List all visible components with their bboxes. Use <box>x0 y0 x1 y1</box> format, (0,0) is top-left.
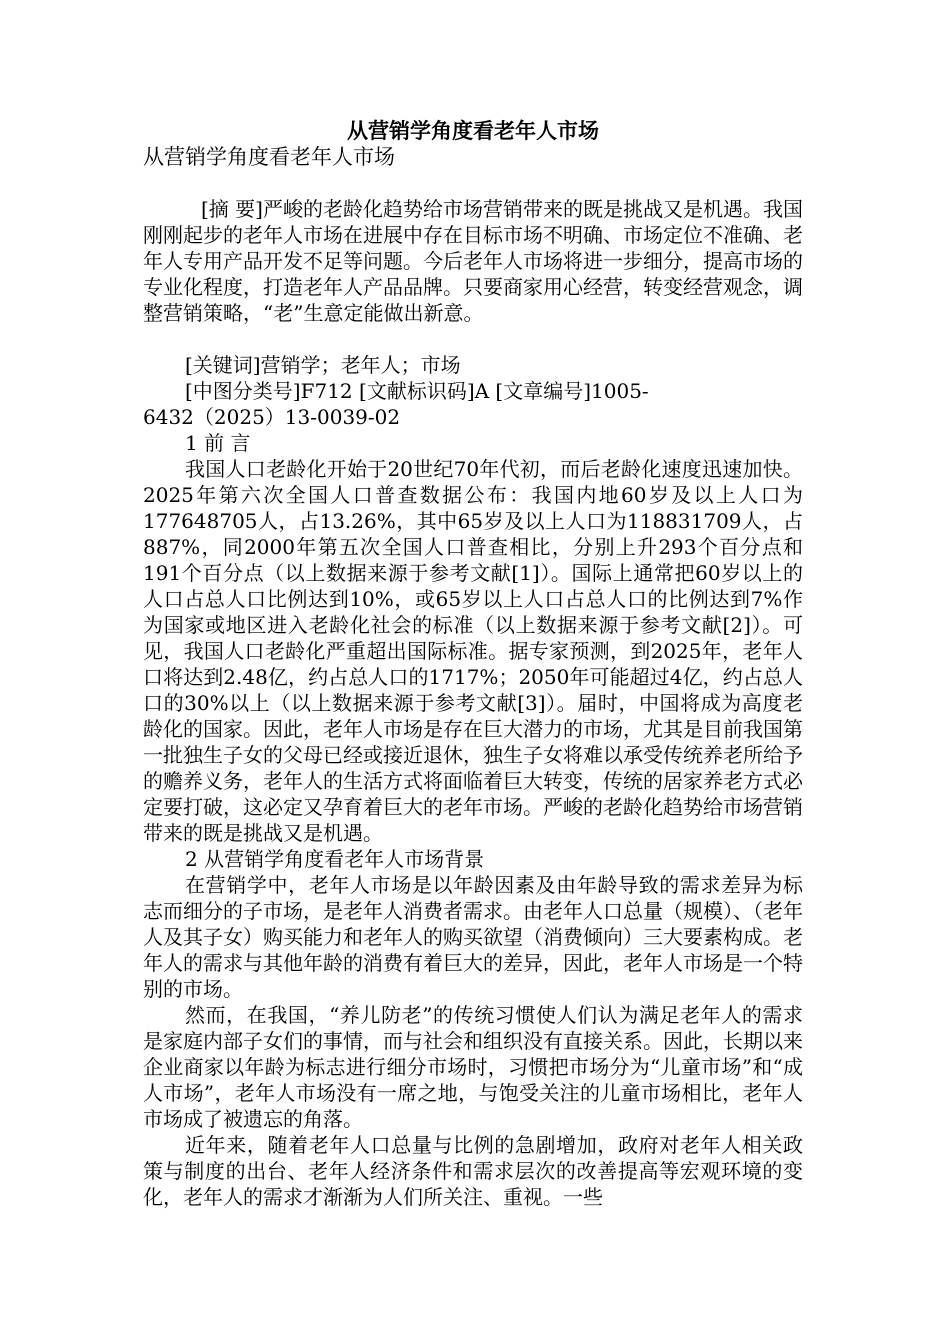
spacer <box>143 326 803 352</box>
section-2-paragraph-3: 近年来，随着老年人口总量与比例的急剧增加，政府对老年人相关政策与制度的出台、老年人经济条件和需求层次的改善提高等宏观环境的变化，老年人的需求才渐渐为人们所关注、重视。一些 <box>143 1133 803 1209</box>
section-1-heading: 1 前 言 <box>185 431 251 455</box>
article-number-line: 6432（2025）13-0039-02 <box>143 405 401 429</box>
section-2-paragraph-2: 然而，在我国，“养儿防老”的传统习惯使人们认为满足老年人的需求是家庭内部子女们的事情，而与社会和组织没有直接关系。因此，长期以来企业商家以年龄为标志进行细分市场时，习惯把市场分为“儿童市场”和“成人市场”，老年人市场没有一席之地，与饱受关注的儿童市场相比，老年人市场成了被遗忘的角落。 <box>143 1003 803 1131</box>
section-2-heading: 2 从营销学角度看老年人市场背景 <box>185 847 485 871</box>
keywords-line: [关键词]营销学；老年人；市场 <box>185 353 461 377</box>
document-subtitle: 从营销学角度看老年人市场 <box>143 145 395 169</box>
document-page <box>143 118 803 1210</box>
abstract-paragraph: [摘 要]严峻的老龄化趋势给市场营销带来的既是挑战又是机遇。我国刚刚起步的老年人市场在进展中存在目标市场不明确、市场定位不准确、老年人专用产品开发不足等问题。今后老年人市场将进一步细分，提高市场的专业化程度，打造老年人产品品牌。只要商家用心经营，转变经营观念，调整营销策略，“老”生意定能做出新意。 <box>143 197 803 325</box>
document-title: 从营销学角度看老年人市场 <box>347 118 599 143</box>
section-1-paragraph: 我国人口老龄化开始于20世纪70年代初，而后老龄化速度迅速加快。2025年第六次全国人口普查数据公布：我国内地60岁及以上人口为177648705人，占13.26%，其中65岁及以上人口为118831709人，占887%，同2000年第五次全国人口普查相比，分别上升293个百分点和191个百分点（以上数据来源于参考文献[1]）。国际上通常把60岁以上的人口占总人口比例达到10%，或65岁以上人口占总人口的比例达到7%作为国家或地区进入老龄化社会的标准（以上数据来源于参考文献[2]）。可见，我国人口老龄化严重超出国际标准。据专家预测，到2025年，老年人口将达到2.48亿，约占总人口的1717%；2050年可能超过4亿，约占总人口的30%以上（以上数据来源于参考文献[3]）。届时，中国将成为高度老龄化的国家。因此，老年人市场是存在巨大潜力的市场，尤其是目前我国第一批独生子女的父母已经或接近退休，独生子女将难以承受传统养老所给予的赡养义务，老年人的生活方式将面临着巨大转变，传统的居家养老方式必定要打破，这必定又孕育着巨大的老年市场。严峻的老龄化趋势给市场营销带来的既是挑战又是机遇。 <box>143 457 803 845</box>
section-2-paragraph-1: 在营销学中，老年人市场是以年龄因素及由年龄导致的需求差异为标志而细分的子市场，是老年人消费者需求。由老年人口总量（规模）、（老年人及其子女）购买能力和老年人的购买欲望（消费倾向）三大要素构成。老年人的需求与其他年龄的消费有着巨大的差异，因此，老年人市场是一个特别的市场。 <box>143 873 803 1001</box>
classification-line: [中图分类号]F712 [文献标识码]A [文章编号]1005- <box>185 379 649 403</box>
